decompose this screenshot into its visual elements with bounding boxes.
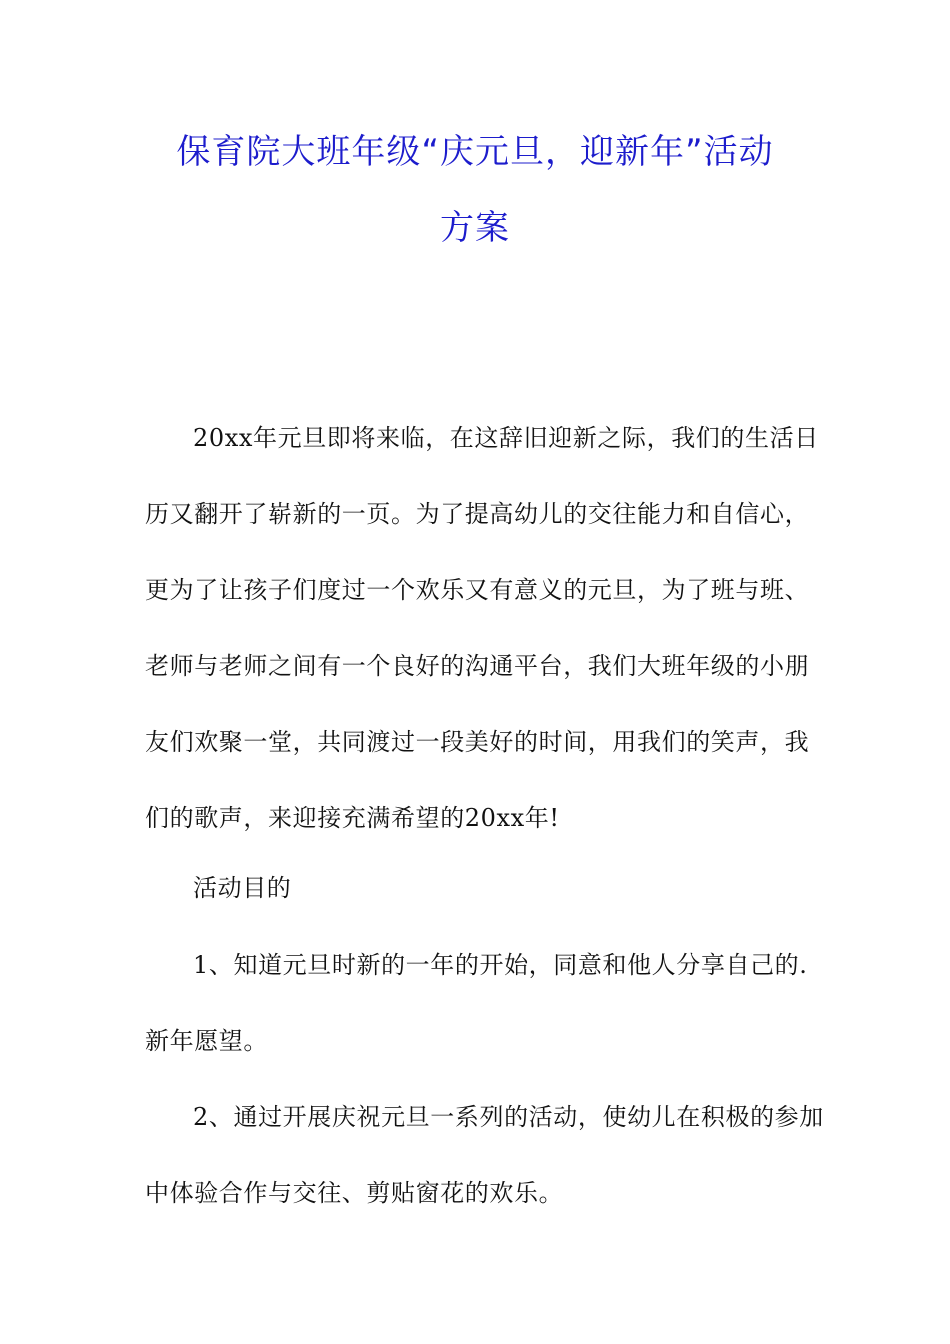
intro-paragraph-line: 历又翻开了崭新的一页。为了提高幼儿的交往能力和自信心， [145,500,810,528]
document-title-line-1: 保育院大班年级“庆元旦，迎新年”活动 [176,132,774,172]
section-heading: 活动目的 [193,874,292,902]
document-title-line-2: 方案 [440,208,510,248]
intro-paragraph-line: 友们欢聚一堂，共同渡过一段美好的时间，用我们的笑声，我 [145,728,810,756]
intro-paragraph-line: 老师与老师之间有一个良好的沟通平台，我们大班年级的小朋 [145,652,810,680]
intro-paragraph-line: 们的歌声，来迎接充满希望的20xx年! [145,804,560,832]
intro-paragraph-line: 20xx年元旦即将来临，在这辞旧迎新之际，我们的生活日 [193,424,819,452]
goal-1-line: 1、知道元旦时新的一年的开始，同意和他人分享自己的. [193,951,808,979]
intro-paragraph-line: 更为了让孩子们度过一个欢乐又有意义的元旦，为了班与班、 [145,576,810,604]
goal-1-line: 新年愿望。 [145,1027,268,1055]
goal-2-line: 2、通过开展庆祝元旦一系列的活动，使幼儿在积极的参加 [193,1103,824,1131]
goal-2-line: 中体验合作与交往、剪贴窗花的欢乐。 [145,1179,564,1207]
